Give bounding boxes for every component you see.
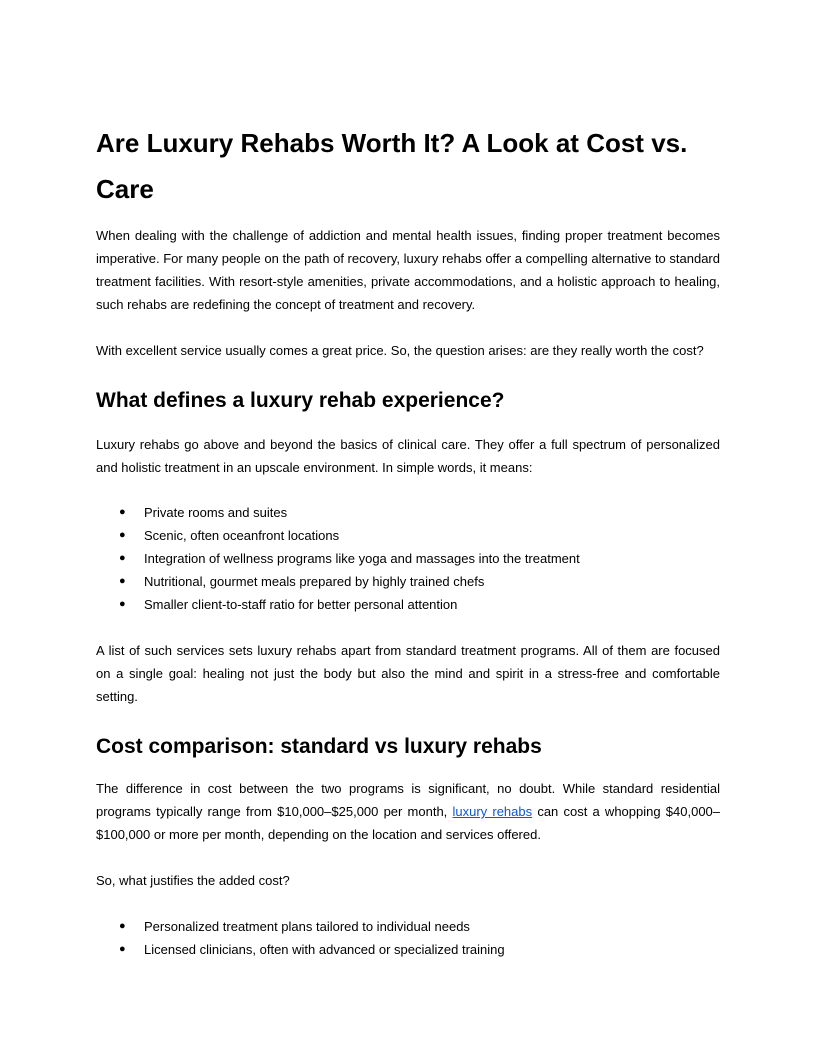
list-item-text: Integration of wellness programs like yoga and massages into the treatment <box>144 551 580 566</box>
list-item-text: Personalized treatment plans tailored to individual needs <box>144 919 470 934</box>
bullet-icon: ● <box>119 529 126 541</box>
luxury-rehabs-link[interactable]: luxury rehabs <box>452 804 533 819</box>
list-item-text: Smaller client-to-staff ratio for better personal attention <box>144 597 458 612</box>
luxury-features-list <box>96 501 720 616</box>
list-item-text: Licensed clinicians, often with advanced or specialized training <box>144 942 505 957</box>
list-item <box>96 524 720 547</box>
justification-list <box>96 915 720 961</box>
cost-paragraph <box>96 777 720 846</box>
section-heading-cost-comparison: Cost comparison: standard vs luxury rehabs <box>96 735 542 758</box>
intro-paragraph: When dealing with the challenge of addiction and mental health issues, finding proper treatment becomes imperative. For many people on the path of recovery, luxury rehabs offer a compelling alternative to standard treatment facilities. With resort-style amenities, private accommodations, and a holistic approach to healing, such rehabs are redefining the concept of treatment and recovery. <box>96 228 720 312</box>
list-item <box>96 570 720 593</box>
list-item-text: Nutritional, gourmet meals prepared by highly trained chefs <box>144 574 485 589</box>
cost-text-after-link: can cost a whopping $40,000–$100,000 or more per month, depending on the location and services offered. <box>96 804 721 842</box>
list-item <box>96 547 720 570</box>
section-1-paragraph: Luxury rehabs go above and beyond the basics of clinical care. They offer a full spectrum of personalized and holistic treatment in an upscale environment. In simple words, it means: <box>96 437 720 475</box>
bullet-icon: ● <box>119 920 126 932</box>
list-item <box>96 501 720 524</box>
bullet-icon: ● <box>119 598 126 610</box>
document-title: Are Luxury Rehabs Worth It? A Look at Cost vs. Care <box>96 128 688 204</box>
cost-text-before-link: The difference in cost between the two programs is significant, no doubt. While standard residential programs typically range from $10,000–$25,000 per month, <box>96 781 720 819</box>
bullet-icon: ● <box>119 552 126 564</box>
intro-question-paragraph: With excellent service usually comes a great price. So, the question arises: are they really worth the cost? <box>96 343 704 358</box>
bullet-icon: ● <box>119 943 126 955</box>
section-heading-luxury-experience: What defines a luxury rehab experience? <box>96 389 505 412</box>
section-1-closing-paragraph: A list of such services sets luxury rehabs apart from standard treatment programs. All of them are focused on a single goal: healing not just the body but also the mind and spirit in a stress-free and comfortable setting. <box>96 643 720 704</box>
bullet-icon: ● <box>119 575 126 587</box>
list-item <box>96 593 720 616</box>
list-item-text: Private rooms and suites <box>144 505 288 520</box>
list-item-text: Scenic, often oceanfront locations <box>144 528 340 543</box>
justification-question: So, what justifies the added cost? <box>96 873 290 888</box>
list-item <box>96 915 720 938</box>
bullet-icon: ● <box>119 506 126 518</box>
list-item <box>96 938 720 961</box>
